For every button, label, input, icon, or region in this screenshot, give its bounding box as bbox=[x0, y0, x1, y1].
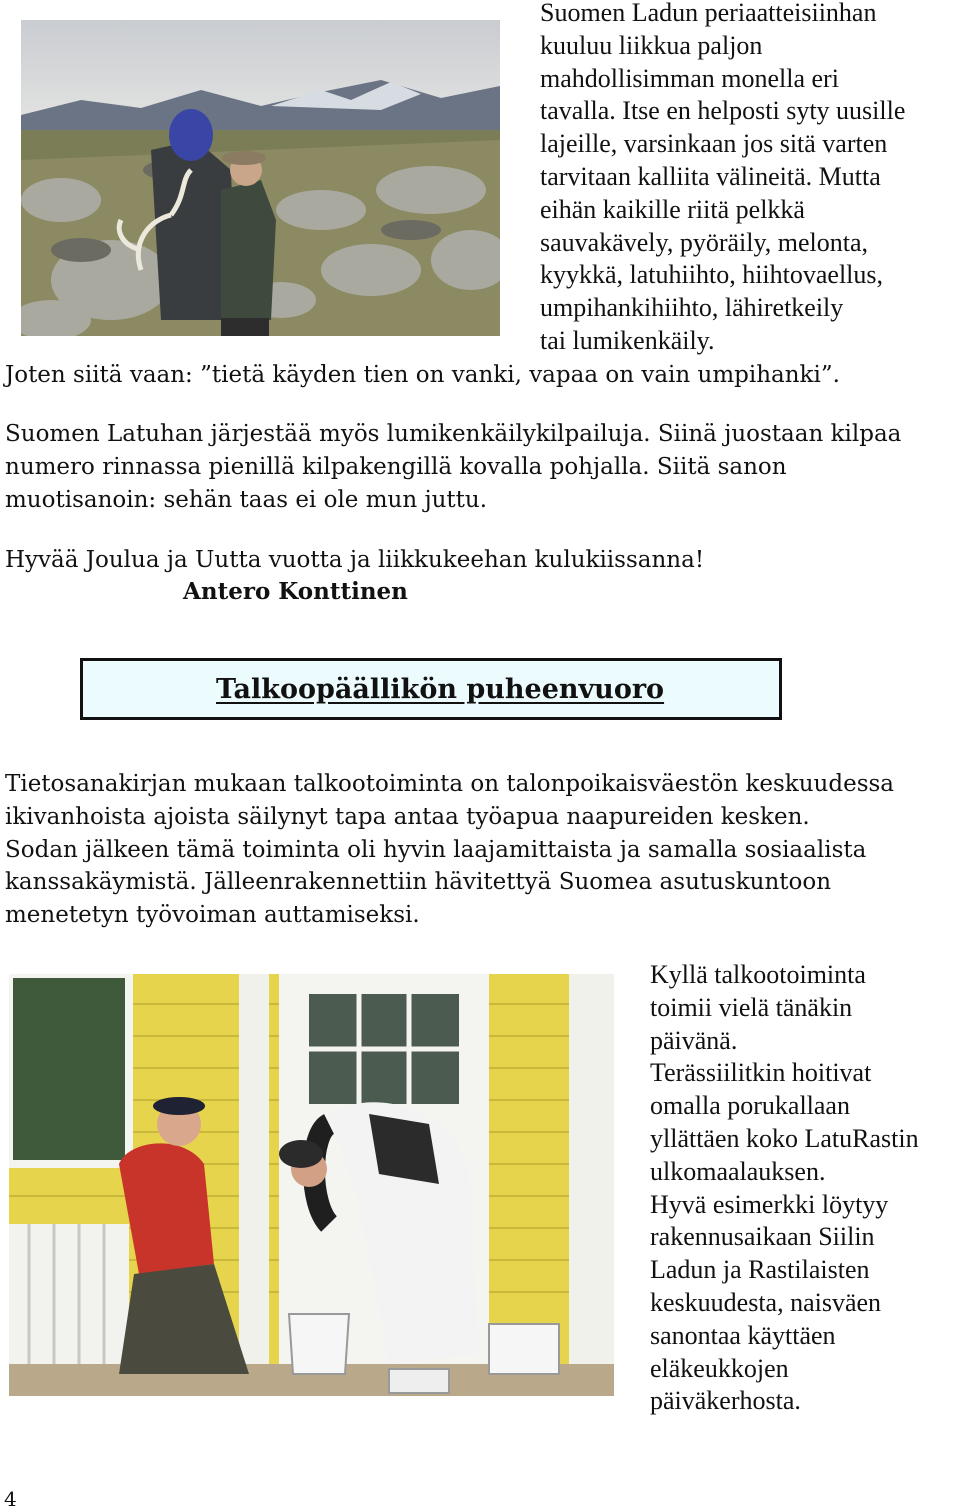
caption-line: päivänä. bbox=[650, 1025, 738, 1055]
talkoot-paragraph bbox=[5, 768, 894, 932]
caption-line: keskuudesta, naisväen bbox=[650, 1287, 882, 1317]
photo-hiker-fell bbox=[21, 20, 500, 336]
caption-line: rakennusaikaan Siilin bbox=[650, 1222, 875, 1252]
paragraph-line: kanssakäymistä. Jälleenrakennettiin hävitettyä Suomea asutuskuntoon bbox=[5, 869, 832, 896]
caption-line: Kyllä talkootoiminta bbox=[650, 960, 866, 989]
paragraph-line: Suomen Latuhan järjestää myös lumikenkäilykilpailuja. Siinä juostaan kilpaa bbox=[5, 421, 902, 447]
quote-line: Joten siitä vaan: ”tietä käyden tien on vanki, vapaa on vain umpihanki”. bbox=[5, 362, 840, 388]
paragraph-line: ikivanhoista ajoista säilynyt tapa antaa työapua naapureiden kesken. bbox=[5, 803, 810, 830]
paragraph-line: Sodan jälkeen tämä toiminta oli hyvin laajamittaista ja samalla sosiaalista bbox=[5, 836, 867, 863]
caption-line: eläkeukkojen bbox=[650, 1353, 789, 1383]
intro-line: tavalla. Itse en helposti syty uusille bbox=[540, 96, 906, 126]
signature: Antero Konttinen bbox=[183, 578, 408, 605]
caption-line: omalla porukallaan bbox=[650, 1091, 850, 1121]
caption-line: yllättäen koko LatuRastin bbox=[650, 1123, 919, 1153]
caption-line: Terässiilitkin hoitivat bbox=[650, 1058, 872, 1088]
intro-text-column bbox=[540, 0, 905, 358]
intro-line: lajeille, varsinkaan jos sitä varten bbox=[540, 129, 888, 159]
caption-line: toimii vielä tänäkin bbox=[650, 992, 853, 1022]
section-heading-box bbox=[80, 658, 782, 720]
caption-line: sanontaa käyttäen bbox=[650, 1320, 836, 1350]
paragraph-line: muotisanoin: sehän taas ei ole mun juttu. bbox=[5, 486, 488, 513]
paragraph-line: numero rinnassa pienillä kilpakengillä kovalla pohjalla. Siitä sanon bbox=[5, 453, 787, 480]
caption-text-column bbox=[650, 959, 919, 1418]
intro-line: tai lumikenkäily. bbox=[540, 325, 715, 355]
intro-line: kuuluu liikkua paljon bbox=[540, 30, 763, 60]
intro-line: kyykkä, latuhiihto, hiihtovaellus, bbox=[540, 260, 884, 290]
intro-line: sauvakävely, pyöräily, melonta, bbox=[540, 227, 869, 257]
intro-line: umpihankihiihto, lähiretkeily bbox=[540, 293, 844, 323]
caption-line: Ladun ja Rastilaisten bbox=[650, 1255, 870, 1285]
page-number: 4 bbox=[4, 1487, 17, 1511]
intro-line: mahdollisimman monella eri bbox=[540, 63, 839, 93]
photo-painting-volunteers bbox=[9, 974, 614, 1396]
intro-line: tarvitaan kalliita välineitä. Mutta bbox=[540, 161, 881, 191]
caption-line: Hyvä esimerkki löytyy bbox=[650, 1189, 889, 1219]
paragraph-line: Tietosanakirjan mukaan talkootoiminta on talonpoikaisväestön keskuudessa bbox=[5, 771, 895, 797]
intro-line: eihän kaikille riitä pelkkä bbox=[540, 194, 805, 224]
paragraph-line: menetetyn työvoiman auttamiseksi. bbox=[5, 902, 420, 929]
competition-paragraph bbox=[5, 418, 901, 516]
caption-line: päiväkerhosta. bbox=[650, 1386, 801, 1416]
section-heading: Talkoopäällikön puheenvuoro bbox=[216, 673, 665, 705]
intro-line: Suomen Ladun periaatteisiinhan bbox=[540, 0, 877, 27]
greeting: Hyvää Joulua ja Uutta vuotta ja liikkukeehan kulukiissanna! bbox=[5, 547, 705, 573]
caption-line: ulkomaalauksen. bbox=[650, 1156, 826, 1186]
